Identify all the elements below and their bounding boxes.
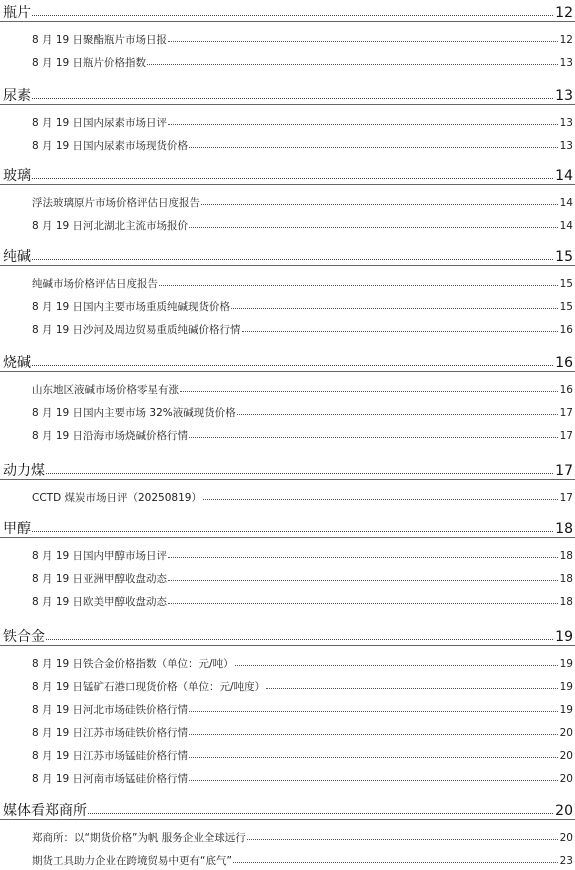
page-number: 14 <box>559 220 573 232</box>
item-title: 8 月 19 日河北湖北主流市场报价 <box>32 220 189 232</box>
toc-item[interactable] <box>0 771 575 786</box>
page-number: 20 <box>559 832 573 844</box>
item-title: CCTD 煤炭市场日评（20250819） <box>32 492 202 504</box>
dot-leader <box>32 97 553 99</box>
page-number: 17 <box>559 407 573 419</box>
section-title: 动力煤 <box>3 463 45 479</box>
item-title: 山东地区液碱市场价格零星有涨 <box>32 384 179 396</box>
dot-leader <box>266 687 558 689</box>
toc-item[interactable] <box>0 382 575 397</box>
dot-leader <box>168 579 558 581</box>
dot-leader <box>168 123 558 125</box>
toc-section[interactable] <box>0 800 575 820</box>
toc-item[interactable] <box>0 679 575 694</box>
item-title: 8 月 19 日亚洲甲醇收盘动态 <box>32 573 168 585</box>
page-number: 15 <box>559 278 573 290</box>
item-title: 8 月 19 日河北市场硅铁价格行情 <box>32 704 189 716</box>
dot-leader <box>235 664 558 666</box>
toc-section[interactable] <box>0 165 575 185</box>
section-divider <box>0 819 575 820</box>
item-title: 8 月 19 日河南市场锰硅价格行情 <box>32 773 189 785</box>
dot-leader <box>233 861 558 863</box>
toc-item[interactable] <box>0 548 575 563</box>
page-number: 19 <box>559 681 573 693</box>
item-title: 8 月 19 日国内主要市场 32%液碱现货价格 <box>32 407 236 419</box>
toc-item[interactable] <box>0 428 575 443</box>
toc-item[interactable] <box>0 702 575 717</box>
item-title: 郑商所：以“期货价格”为帆 服务企业全球远行 <box>32 832 246 844</box>
dot-leader <box>159 284 558 286</box>
dot-leader <box>46 638 553 640</box>
item-title: 8 月 19 日瓶片价格指数 <box>32 57 147 69</box>
page-number: 20 <box>555 803 573 819</box>
toc-item[interactable] <box>0 830 575 845</box>
page-number: 14 <box>559 197 573 209</box>
page-number: 18 <box>559 550 573 562</box>
page-number: 20 <box>559 727 573 739</box>
page-number: 12 <box>559 34 573 46</box>
toc-item[interactable] <box>0 218 575 233</box>
dot-leader <box>168 40 558 42</box>
page-number: 19 <box>555 629 573 645</box>
item-title: 8 月 19 日锰矿石港口现货价格（单位：元/吨度） <box>32 681 266 693</box>
dot-leader <box>32 14 553 16</box>
toc-item[interactable] <box>0 276 575 291</box>
section-divider <box>0 265 575 266</box>
page-number: 13 <box>559 117 573 129</box>
toc-item[interactable] <box>0 594 575 609</box>
toc-item[interactable] <box>0 322 575 337</box>
dot-leader <box>180 390 558 392</box>
page-number: 19 <box>559 704 573 716</box>
page-number: 23 <box>559 855 573 867</box>
section-title: 尿素 <box>3 88 31 104</box>
section-divider <box>0 537 575 538</box>
item-title: 8 月 19 日欧美甲醇收盘动态 <box>32 596 168 608</box>
dot-leader <box>189 779 558 781</box>
section-title: 甲醇 <box>3 521 31 537</box>
toc-section[interactable] <box>0 352 575 372</box>
toc-item[interactable] <box>0 656 575 671</box>
dot-leader <box>168 602 558 604</box>
section-title: 瓶片 <box>3 5 31 21</box>
toc-item[interactable] <box>0 299 575 314</box>
dot-leader <box>189 756 558 758</box>
dot-leader <box>147 63 558 65</box>
page-number: 13 <box>559 140 573 152</box>
item-title: 8 月 19 日国内尿素市场日评 <box>32 117 168 129</box>
section-title: 玻璃 <box>3 168 31 184</box>
toc-item[interactable] <box>0 853 575 868</box>
dot-leader <box>189 226 558 228</box>
page-number: 15 <box>555 249 573 265</box>
toc-item[interactable] <box>0 405 575 420</box>
dot-leader <box>189 146 558 148</box>
dot-leader <box>247 838 558 840</box>
dot-leader <box>189 733 558 735</box>
item-title: 8 月 19 日沙河及周边贸易重质纯碱价格行情 <box>32 324 241 336</box>
page-number: 18 <box>555 521 573 537</box>
section-title: 媒体看郑商所 <box>3 803 87 819</box>
dot-leader <box>231 307 558 309</box>
toc-item[interactable] <box>0 55 575 70</box>
dot-leader <box>168 556 558 558</box>
toc-section[interactable] <box>0 85 575 105</box>
section-divider <box>0 479 575 480</box>
dot-leader <box>189 710 558 712</box>
dot-leader <box>32 258 553 260</box>
toc-section[interactable] <box>0 460 575 480</box>
dot-leader <box>203 498 558 500</box>
item-title: 期货工具助力企业在跨境贸易中更有“底气” <box>32 855 232 867</box>
page-number: 17 <box>559 492 573 504</box>
page-number: 20 <box>559 750 573 762</box>
section-title: 烧碱 <box>3 355 31 371</box>
dot-leader <box>242 330 558 332</box>
item-title: 浮法玻璃原片市场价格评估日度报告 <box>32 197 200 209</box>
section-divider <box>0 371 575 372</box>
toc-item[interactable] <box>0 748 575 763</box>
dot-leader <box>32 177 553 179</box>
item-title: 8 月 19 日江苏市场硅铁价格行情 <box>32 727 189 739</box>
dot-leader <box>88 812 553 814</box>
dot-leader <box>46 472 553 474</box>
page-number: 19 <box>559 658 573 670</box>
page-number: 16 <box>555 355 573 371</box>
toc-item[interactable] <box>0 138 575 153</box>
page-number: 20 <box>559 773 573 785</box>
page-number: 17 <box>555 463 573 479</box>
item-title: 纯碱市场价格评估日度报告 <box>32 278 158 290</box>
page-number: 18 <box>559 596 573 608</box>
page-number: 18 <box>559 573 573 585</box>
item-title: 8 月 19 日聚酯瓶片市场日报 <box>32 34 168 46</box>
item-title: 8 月 19 日江苏市场锰硅价格行情 <box>32 750 189 762</box>
section-title: 纯碱 <box>3 249 31 265</box>
page-number: 14 <box>555 168 573 184</box>
toc-item[interactable] <box>0 725 575 740</box>
page-number: 17 <box>559 430 573 442</box>
dot-leader <box>32 530 553 532</box>
section-divider <box>0 21 575 22</box>
page-number: 16 <box>559 324 573 336</box>
item-title: 8 月 19 日国内尿素市场现货价格 <box>32 140 189 152</box>
toc-item[interactable] <box>0 195 575 210</box>
item-title: 8 月 19 日国内甲醇市场日评 <box>32 550 168 562</box>
item-title: 8 月 19 日铁合金价格指数（单位：元/吨） <box>32 658 234 670</box>
dot-leader <box>237 413 558 415</box>
section-title: 铁合金 <box>3 629 45 645</box>
page-number: 13 <box>559 57 573 69</box>
page-number: 15 <box>559 301 573 313</box>
page-number: 16 <box>559 384 573 396</box>
toc-item[interactable] <box>0 32 575 47</box>
dot-leader <box>189 436 558 438</box>
section-divider <box>0 645 575 646</box>
item-title: 8 月 19 日沿海市场烧碱价格行情 <box>32 430 189 442</box>
page-number: 13 <box>555 88 573 104</box>
toc-section[interactable] <box>0 626 575 646</box>
item-title: 8 月 19 日国内主要市场重质纯碱现货价格 <box>32 301 231 313</box>
toc-item[interactable] <box>0 115 575 130</box>
toc-section[interactable] <box>0 246 575 266</box>
page-number: 12 <box>555 5 573 21</box>
toc-item[interactable] <box>0 490 575 505</box>
dot-leader <box>32 364 553 366</box>
section-divider <box>0 184 575 185</box>
toc-section[interactable] <box>0 2 575 22</box>
toc-item[interactable] <box>0 571 575 586</box>
toc-section[interactable] <box>0 518 575 538</box>
section-divider <box>0 104 575 105</box>
dot-leader <box>201 203 558 205</box>
